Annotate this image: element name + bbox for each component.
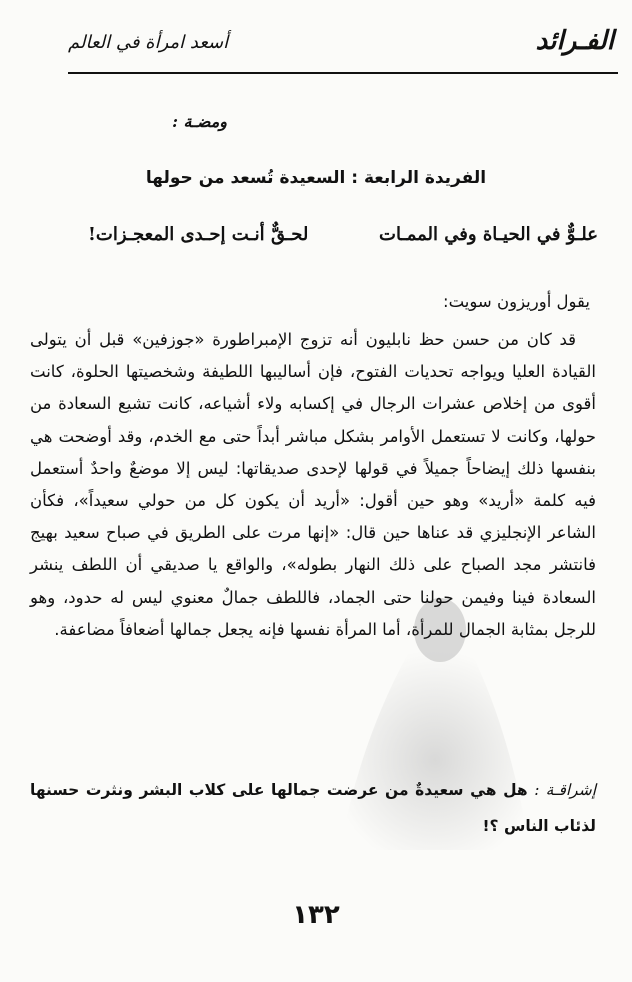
header-divider [68, 72, 618, 74]
page-number: ١٣٢ [292, 900, 340, 930]
ishraq-text: هل هي سعيدةٌ من عرضت جمالها على كلاب البشر ونثرت حسنها لذئاب الناس ؟! [30, 781, 596, 835]
main-paragraph [30, 324, 596, 646]
verse-left-hemistich: لحـقٌّ أنـت إحـدى المعجـزات! [88, 224, 309, 245]
ishraq-label: إشراقـة : [534, 781, 596, 799]
paragraph-text: قد كان من حسن حظ نابليون أنه تزوج الإمبراطورة «جوزفين» قبل أن يتولى القيادة العليا ويواجه تحديات الفتوح، فإن أساليبها اللطيفة وشخصيتها الحلوة، كانت أقوى من إخلاص عشرات الرجال في إكسابه ولاء أشياعه، كانت تشيع السعادة من حولها، وكانت لا تستعمل الأوامر بشكل مباشر أبداً حتى مع الخدم، وقد أوضحت هي بنفسها ذلك إيضاحاً جميلاً في قولها لإحدى صديقاتها: ليس إلا موضعٌ واحدٌ أستعمل فيه كلمة «أريد» وهو حين أقول: «أريد أن يكون كل من حولي سعيداً»، فكأن الشاعر الإنجليزي قد عناها حين قال: «إنها مرت على الطريق في صباح سعيد بهيج فانتشر مجد الصباح على ذلك النهار بطوله»، والواقع يا صديقي أن اللطف ينشر السعادة فينا وفيمن حولنا حتى الجماد، فاللطف جمالٌ معنوي ليس له حدود، وهو للرجل بمثابة الجمال للمرأة، أما المرأة نفسها فإنه يجعل جمالها أضعافاً مضاعفة. [30, 330, 596, 639]
book-title: الفـرائد [535, 26, 614, 56]
running-subtitle: أسعد امرأة في العالم [68, 32, 229, 53]
section-title: الفريدة الرابعة : السعيدة تُسعد من حولها [145, 168, 487, 188]
ishraq-box [30, 772, 596, 844]
quote-intro: يقول أوريزون سويت: [443, 292, 590, 311]
section-mark: ومضـة : [172, 112, 227, 131]
verse-right-hemistich: علـوٌّ في الحيـاة وفي الممـات [379, 224, 598, 245]
